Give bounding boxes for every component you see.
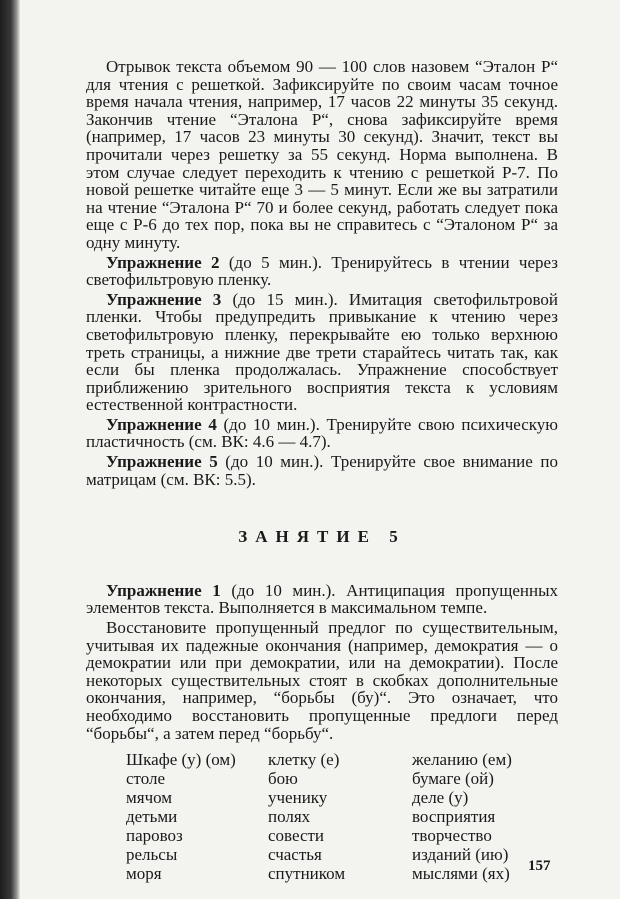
word-item: счастья: [268, 845, 322, 865]
page-number: 157: [528, 858, 551, 874]
word-item: мячом: [126, 788, 173, 808]
exercise-2-label: Упражнение 2: [106, 252, 220, 272]
exercise-5: [86, 453, 558, 488]
exercise-4-text: (до 10 мин.). Тренируйте свою психическую пластичность (см. ВК: 4.6 — 4.7).: [86, 414, 558, 452]
word-item: деле (у): [412, 788, 469, 808]
book-spine-shadow: [0, 0, 20, 899]
word-item: спутником: [268, 864, 346, 884]
exercise-2-text: (до 5 мин.). Тренируйтесь в чтении через светофильтровую пленку.: [86, 252, 558, 290]
word-item: Шкафе (у) (ом): [126, 750, 236, 770]
exercise-5-text: (до 10 мин.). Тренируйте свое внимание по матрицам (см. ВК: 5.5).: [86, 452, 558, 489]
word-item: восприятия: [412, 807, 496, 827]
exercise-3-label: Упражнение 3: [106, 289, 222, 309]
word-item: клетку (е): [268, 750, 340, 770]
word-item: желанию (ем): [412, 750, 512, 770]
word-item: столе: [126, 769, 166, 789]
word-item: рельсы: [126, 845, 178, 865]
paragraph-etalon: Отрывок текста объемом 90 — 100 слов назовем “Эталон Р“ для чтения с решеткой. Зафиксируйте по своим часам точное время начала чтения, например, 17 часов 22 минуты 35 секунд. Закончив чтение “Эталона Р“, снова зафиксируйте время (например, 17 часов 23 минуты 30 секунд). Значит, текст вы прочитали через решетку за 55 секунд. Норма выполнена. В этом случае следует переходить к чтению с решеткой Р-7. По новой решетке читайте еще 3 — 5 минут. Если же вы затратили на чтение “Эталона Р“ 70 и более секунд, работать следует пока еще с Р-6 до тех пор, пока вы не справитесь с “Эталоном Р“ за одну минуту.: [86, 57, 558, 252]
exercise-3: [86, 291, 558, 414]
exercise-5-label: Упражнение 5: [106, 452, 218, 472]
word-item: мыслями (ях): [412, 864, 510, 884]
exercise-3-text: (до 15 мин.). Имитация светофильтровой пленки. Чтобы предупредить привыкание к чтению через светофильтровую пленку, перекрывайте ею только верхнюю треть страницы, а нижние две трети старайтесь читать так, как если бы пленка продолжалась. Упражнение способствует приближению зрительного восприятия текста к условиям естественной контрастности.: [86, 289, 558, 415]
word-item: изданий (ию): [412, 845, 509, 865]
word-item: совести: [268, 826, 325, 846]
word-item: полях: [268, 807, 311, 827]
word-item: паровоз: [126, 826, 183, 846]
lesson5-exercise-1: [86, 582, 558, 617]
word-item: ученику: [268, 788, 328, 808]
word-item: моря: [126, 864, 162, 884]
exercise-4: [86, 416, 558, 451]
lesson5-instructions: Восстановите пропущенный предлог по существительным, учитывая их падежные окончания (например, демократия — о демократии или при демократии, или на демократии). После некоторых существительных стоят в скобках дополнительные окончания, например, “борьбы (бу)“. Это означает, что необходимо восстановить пропущенные предлоги перед “борьбы“, а затем перед “борьбу“.: [86, 618, 558, 743]
word-list: [126, 750, 558, 883]
exercise-2: [86, 254, 558, 289]
word-item: бою: [268, 769, 298, 789]
lesson5-exercise-1-text: (до 10 мин.). Антиципация пропущенных элементов текста. Выполняется в максимальном темпе.: [86, 580, 558, 618]
word-item: бумаге (ой): [412, 769, 494, 789]
page-content: [86, 58, 558, 883]
word-item: детьми: [126, 807, 178, 827]
exercise-4-label: Упражнение 4: [106, 414, 217, 434]
lesson-heading: ЗАНЯТИЕ 5: [238, 527, 406, 547]
word-item: творчество: [412, 826, 492, 846]
lesson5-exercise-1-label: Упражнение 1: [106, 580, 221, 600]
